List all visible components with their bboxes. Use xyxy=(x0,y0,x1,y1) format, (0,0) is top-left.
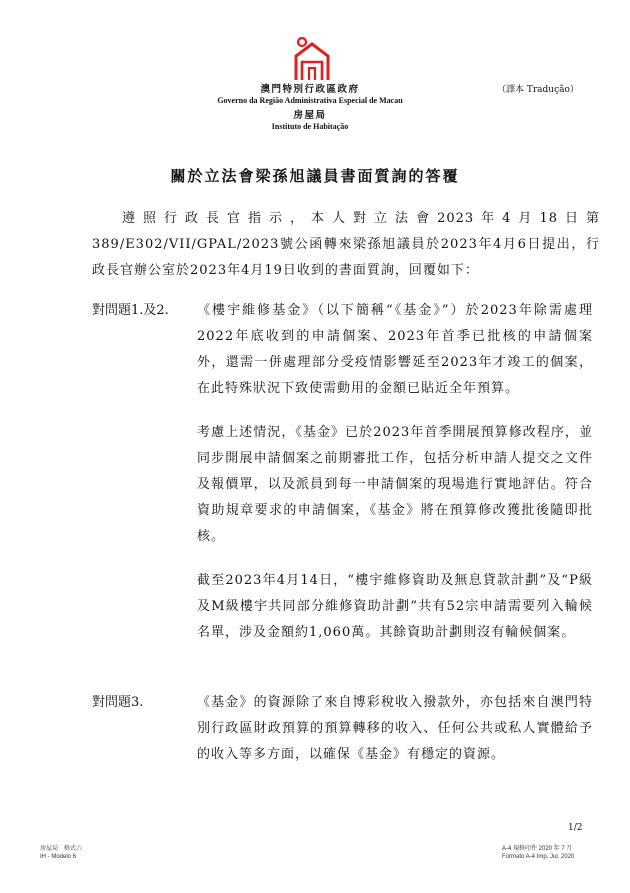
section-label-q1-q2: 對問題1.及2. xyxy=(92,303,169,318)
section1-paragraph-1: 《樓宇維修基金》（以下簡稱“《基金》”）於2023年除需處理2022年底收到的申請個案、2023年首季已批核的申請個案外，還需一併處理部分受疫情影響延至2023年才竣工的個案，在此特殊狀況下致使需動用的金額已貼近全年預算。 xyxy=(197,303,593,396)
footer-left xyxy=(40,845,82,861)
housing-bureau-logo-icon xyxy=(292,36,332,80)
page-title: 關於立法會梁孫旭議員書面質詢的答覆 xyxy=(170,167,460,185)
footer-left-line2: IH - Modelo 6 xyxy=(40,854,77,860)
translation-note: （譯本 Tradução） xyxy=(497,85,579,95)
section-label-q3: 對問題3. xyxy=(92,695,144,710)
page-number: 1/2 xyxy=(568,823,583,833)
institute-name-pt: Instituto de Habitação xyxy=(271,122,349,131)
footer-right-line2: Formato A-4 Imp. Jul. 2020 xyxy=(502,854,575,860)
government-name-pt: Governo da Região Administrativa Especial de Macau xyxy=(217,96,403,105)
section1-paragraph-2: 考慮上述情況，《基金》已於2023年首季開展預算修改程序，並同步開展申請個案之前期審批工作，包括分析申請人提交之文件及報價單，以及派員到每一申請個案的現場進行實地評估。符合資助規章要求的申請個案，《基金》將在預算修改獲批後隨即批核。 xyxy=(197,425,593,544)
section1-paragraph-3: 截至2023年4月14日，“樓宇維修資助及無息貸款計劃”及“P級及M級樓宇共同部分維修資助計劃”共有52宗申請需要列入輪候名單，涉及金額約1,060萬。其餘資助計劃則沒有輪候個案。 xyxy=(197,573,593,640)
footer-right xyxy=(502,845,574,861)
footer-left-line1: 房屋局 格式六 xyxy=(40,846,83,852)
institute-name-zh: 房屋局 xyxy=(293,110,327,121)
section2-paragraph-1: 《基金》的資源除了來自博彩稅收入撥款外，亦包括來自澳門特別行政區財政預算的預算轉移的收入、任何公共或私人實體給予的收入等多方面，以確保《基金》有穩定的資源。 xyxy=(197,695,593,762)
footer-right-line1: A-4 規格印件 2020 年 7 月 xyxy=(502,846,573,852)
intro-paragraph: 遵照行政長官指示，本人對立法會2023年4月18日第389/E302/VII/GPAL/2023號公函轉來梁孫旭議員於2023年4月6日提出，行政長官辦公室於2023年4月19日收到的書面質詢，回覆如下： xyxy=(92,211,600,278)
government-name-zh: 澳門特別行政區政府 xyxy=(260,84,360,95)
